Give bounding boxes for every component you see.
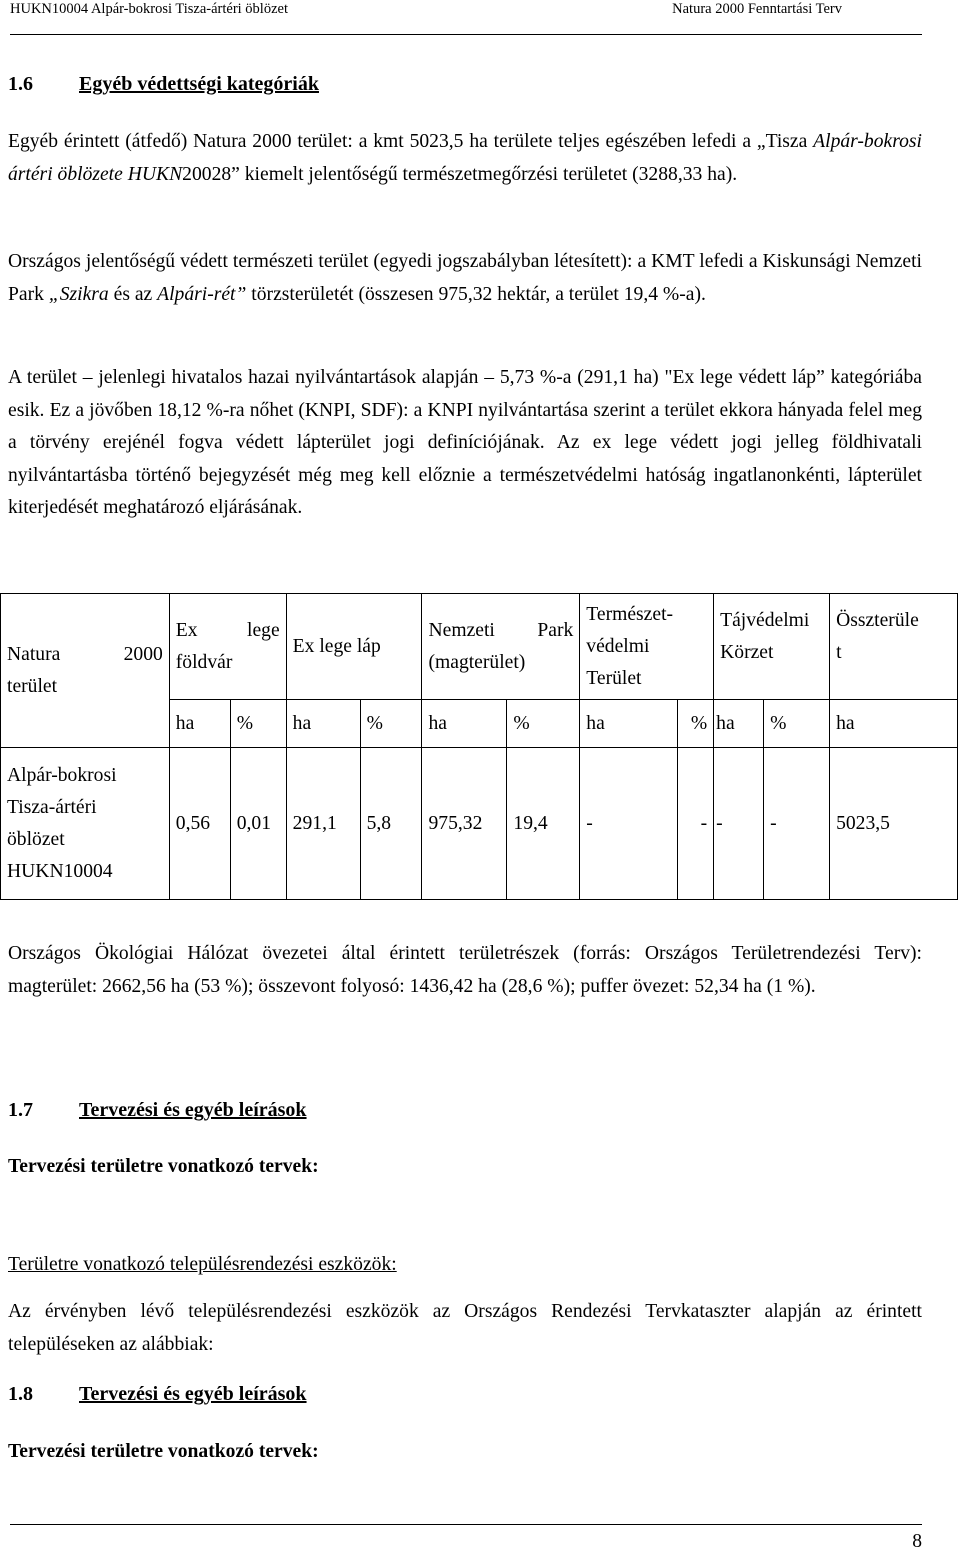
section-title: Tervezési és egyéb leírások bbox=[79, 1383, 307, 1405]
unit-cell bbox=[678, 700, 714, 748]
unit-text: ha bbox=[586, 712, 605, 734]
unit-text: ha bbox=[716, 712, 735, 734]
unit-text: ha bbox=[292, 712, 312, 734]
protection-table bbox=[0, 593, 958, 900]
value-cell bbox=[580, 748, 678, 900]
header-text: Natura bbox=[7, 643, 61, 665]
value-text: 19,4 bbox=[513, 812, 548, 834]
unit-cell bbox=[422, 700, 507, 748]
row-name-text: öblözet bbox=[7, 828, 65, 850]
header-text: Összterüle bbox=[836, 609, 919, 631]
paragraph-protected-area bbox=[8, 246, 922, 311]
section-title: Egyéb védettségi kategóriák bbox=[79, 73, 319, 95]
value-cell bbox=[764, 748, 830, 900]
value-cell bbox=[507, 748, 580, 900]
unit-cell bbox=[830, 700, 958, 748]
paragraph-settlement-tools bbox=[8, 1296, 922, 1361]
value-cell bbox=[422, 748, 507, 900]
header-text: Ex bbox=[175, 619, 198, 641]
plans-heading-2: Tervezési területre vonatkozó tervek: bbox=[8, 1441, 319, 1462]
text-run-italic: Alpár-bokrosi ártéri öblözete HUKN bbox=[8, 131, 922, 185]
value-text: 5023,5 bbox=[836, 812, 890, 834]
header-tajvedelmi bbox=[714, 594, 830, 700]
value-text: - bbox=[770, 812, 777, 834]
value-cell bbox=[360, 748, 422, 900]
section-number: 1.6 bbox=[8, 73, 33, 95]
value-text: 291,1 bbox=[292, 812, 337, 834]
text-run: Egyéb érintett (átfedő) Natura 2000 terület: a kmt 5023,5 ha területe teljes egészében lefedi a „Tisza bbox=[8, 131, 814, 152]
paragraph-natura-overlap bbox=[8, 126, 922, 191]
unit-text: % bbox=[513, 712, 530, 734]
table-row bbox=[1, 748, 958, 900]
header-text: lege bbox=[247, 619, 280, 641]
value-text: - bbox=[716, 812, 723, 834]
header-doc-title: Natura 2000 Fenntartási Terv bbox=[672, 1, 842, 17]
unit-cell bbox=[507, 700, 580, 748]
value-cell bbox=[286, 748, 360, 900]
value-cell bbox=[714, 748, 764, 900]
section-heading-1-7 bbox=[8, 1099, 307, 1122]
paragraph-ecological-network bbox=[8, 938, 922, 1003]
unit-cell bbox=[714, 700, 764, 748]
unit-text: % bbox=[690, 712, 708, 734]
text-run: Országos Ökológiai Hálózat övezetei által érintett területrészek (forrás: Országos Területrendezési Terv): magterület: 2662,56 ha (53 %); összevont folyosó: 1436,42 ha (28,6 %); puffer övezet: 52,34 ha (1 %). bbox=[8, 943, 922, 997]
text-run-italic: Alpári-rét” bbox=[157, 283, 247, 305]
row-name-text: HUKN10004 bbox=[7, 860, 113, 882]
page-number: 8 bbox=[912, 1531, 922, 1552]
header-nemzeti-park bbox=[422, 594, 580, 700]
text-run: A terület – jelenlegi hivatalos hazai nyilvántartások alapján – 5,73 %-a (291,1 ha) "Ex lege védett láp” kategóriába esik. Ez a jövőben 18,12 %-ra nőhet (KNPI, SDF): a KNPI nyilvántartása szerint a terület ekkora hányada felel meg a törvény erejénél fogva védett lápterület jogi definíciójának. Az ex lege védett jogi jelleg földhivatali nyilvántartásba történő bejegyzését még meg kell előznie a természetvédelmi hatóság ingatlanonkénti, lápterület kiterjedését meghatározó eljárásának. bbox=[8, 367, 922, 518]
header-ex-lege-lap bbox=[286, 594, 422, 700]
value-cell bbox=[230, 748, 286, 900]
unit-text: ha bbox=[836, 712, 855, 734]
header-ex-lege-foldvar bbox=[169, 594, 286, 700]
row-name-text: Tisza-ártéri bbox=[7, 796, 97, 818]
page-header bbox=[0, 0, 960, 40]
header-text: Természet- bbox=[586, 603, 674, 625]
header-text: Ex lege láp bbox=[292, 635, 381, 657]
value-text: 0,56 bbox=[175, 812, 211, 834]
settlement-tools-heading: Területre vonatkozó településrendezési eszközök: bbox=[8, 1254, 397, 1275]
unit-cell bbox=[169, 700, 230, 748]
header-osszterulet bbox=[830, 594, 958, 700]
value-cell bbox=[678, 748, 714, 900]
unit-cell bbox=[360, 700, 422, 748]
header-text: (magterület) bbox=[428, 651, 526, 673]
header-text: terület bbox=[7, 675, 58, 697]
header-text: Park bbox=[537, 619, 574, 641]
unit-cell bbox=[580, 700, 678, 748]
header-text: Nemzeti bbox=[428, 619, 495, 641]
header-natura bbox=[1, 594, 170, 748]
unit-text: ha bbox=[175, 712, 195, 734]
text-run-italic: „Szikra bbox=[48, 283, 109, 305]
value-text: 975,32 bbox=[428, 812, 483, 834]
header-rule bbox=[10, 34, 922, 35]
value-text: 5,8 bbox=[366, 812, 392, 834]
text-run: törzsterületét (összesen 975,32 hektár, a terület 19,4 %-a). bbox=[246, 283, 706, 305]
header-text: Terület bbox=[586, 667, 642, 689]
value-text: 0,01 bbox=[236, 812, 272, 834]
header-text: t bbox=[836, 641, 842, 663]
value-cell bbox=[830, 748, 958, 900]
plans-heading: Tervezési területre vonatkozó tervek: bbox=[8, 1156, 319, 1177]
unit-text: % bbox=[236, 712, 254, 734]
value-text: - bbox=[700, 812, 708, 834]
header-text: Körzet bbox=[720, 641, 774, 663]
value-cell bbox=[169, 748, 230, 900]
unit-cell bbox=[764, 700, 830, 748]
header-text: védelmi bbox=[586, 635, 650, 657]
text-run: és az bbox=[108, 283, 158, 305]
section-title: Tervezési és egyéb leírások bbox=[79, 1099, 307, 1121]
header-termeszetvedelmi bbox=[580, 594, 714, 700]
unit-text: ha bbox=[428, 712, 447, 734]
text-run: 20028” kiemelt jelentőségű természetmegőrzési területet (3288,33 ha). bbox=[182, 163, 738, 185]
header-text: 2000 bbox=[123, 643, 163, 665]
header-text: Tájvédelmi bbox=[720, 609, 810, 631]
section-heading-1-8 bbox=[8, 1383, 307, 1406]
value-text: - bbox=[586, 812, 593, 834]
unit-text: % bbox=[770, 712, 787, 734]
footer-rule bbox=[10, 1524, 922, 1525]
section-heading-1-6 bbox=[8, 73, 319, 96]
section-number: 1.8 bbox=[8, 1383, 33, 1405]
table-header-row bbox=[1, 594, 958, 700]
paragraph-ex-lege bbox=[8, 362, 922, 525]
unit-text: % bbox=[366, 712, 383, 734]
unit-cell bbox=[230, 700, 286, 748]
text-run: Az érvényben lévő településrendezési eszközök az Országos Rendezési Tervkataszter alapján az érintett településeken az alábbiak: bbox=[8, 1301, 922, 1355]
text-run: Országos jelentőségű védett természeti terület (egyedi jogszabályban létesített): a KMT lefedi a Kiskunsági Nemzeti Park bbox=[8, 251, 922, 305]
row-name-text: Alpár-bokrosi bbox=[7, 764, 117, 786]
unit-cell bbox=[286, 700, 360, 748]
row-name-cell bbox=[1, 748, 170, 900]
header-text: földvár bbox=[175, 651, 233, 673]
header-site-title: HUKN10004 Alpár-bokrosi Tisza-ártéri öblözet bbox=[10, 1, 288, 17]
section-number: 1.7 bbox=[8, 1099, 33, 1121]
